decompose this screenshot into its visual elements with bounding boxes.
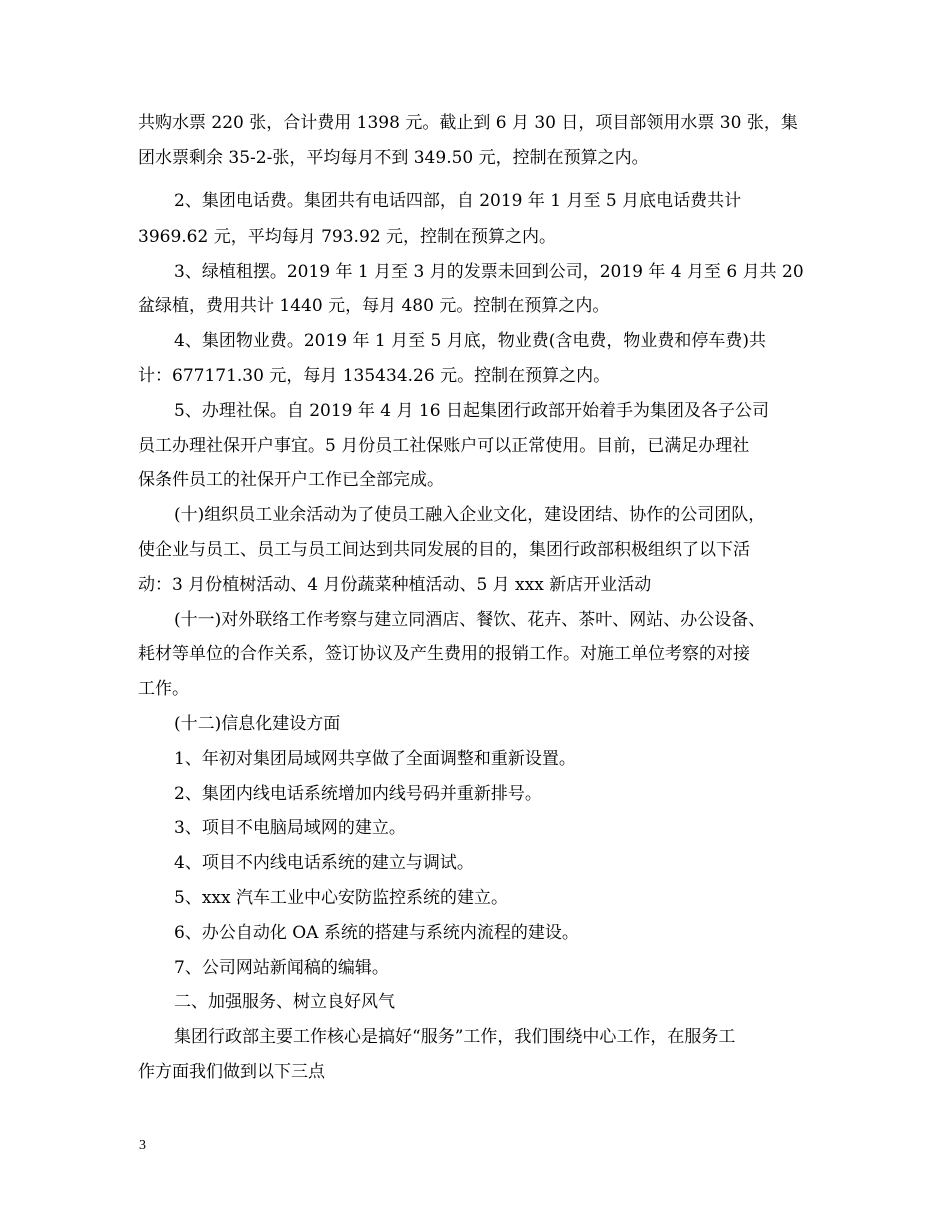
text-line: 使企业与员工、员工与员工间达到共同发展的目的，集团行政部积极组织了以下活 bbox=[138, 540, 750, 560]
section-heading: (十二)信息化建设方面 bbox=[174, 714, 341, 734]
text-line: 3969.62 元，平均每月 793.92 元，控制在预算之内。 bbox=[138, 227, 556, 247]
text-line: 员工办理社保开户事宜。5 月份员工社保账户可以正常使用。目前，已满足办理社 bbox=[138, 436, 750, 456]
page-number: 3 bbox=[139, 1138, 146, 1153]
text-line: 工作。 bbox=[138, 679, 189, 699]
text-line: 保条件员工的社保开户工作已全部完成。 bbox=[138, 470, 444, 490]
text-line: 盆绿植，费用共计 1440 元，每月 480 元。控制在预算之内。 bbox=[138, 296, 610, 316]
list-item: 2、集团内线电话系统增加内线号码并重新排号。 bbox=[174, 784, 542, 804]
list-item: 6、办公自动化 OA 系统的搭建与系统内流程的建设。 bbox=[174, 923, 579, 943]
text-line: 作方面我们做到以下三点 bbox=[138, 1062, 325, 1082]
text-line: 4、集团物业费。2019 年 1 月至 5 月底，物业费(含电费，物业费和停车费)共 bbox=[174, 331, 766, 351]
text-line: 团水票剩余 35-2-张，平均每月不到 349.50 元，控制在预算之内。 bbox=[138, 148, 649, 168]
text-line: 2、集团电话费。集团共有电话四部，自 2019 年 1 月至 5 月底电话费共计 bbox=[174, 191, 742, 211]
text-line: 共购水票 220 张，合计费用 1398 元。截止到 6 月 30 日，项目部领用水票 30 张，集 bbox=[138, 113, 798, 133]
text-line: (十一)对外联络工作考察与建立同酒店、餐饮、花卉、茶叶、网站、办公设备、 bbox=[174, 610, 766, 630]
section-heading: 二、加强服务、树立良好风气 bbox=[174, 992, 395, 1012]
text-line: 5、办理社保。自 2019 年 4 月 16 日起集团行政部开始着手为集团及各子公司 bbox=[174, 401, 769, 421]
text-line: 计：677171.30 元，每月 135434.26 元。控制在预算之内。 bbox=[138, 366, 611, 386]
list-item: 7、公司网站新闻稿的编辑。 bbox=[174, 958, 389, 978]
text-line: 3、绿植租摆。2019 年 1 月至 3 月的发票未回到公司，2019 年 4 月至 6 月共 20 bbox=[174, 262, 804, 282]
text-line: 集团行政部主要工作核心是搞好“服务”工作，我们围绕中心工作，在服务工 bbox=[174, 1027, 736, 1047]
list-item: 1、年初对集团局域网共享做了全面调整和重新设置。 bbox=[174, 749, 576, 769]
list-item: 5、xxx 汽车工业中心安防监控系统的建立。 bbox=[174, 888, 508, 908]
list-item: 4、项目不内线电话系统的建立与调试。 bbox=[174, 853, 474, 873]
list-item: 3、项目不电脑局域网的建立。 bbox=[174, 818, 406, 838]
text-line: 耗材等单位的合作关系，签订协议及产生费用的报销工作。对施工单位考察的对接 bbox=[138, 644, 750, 664]
text-line: (十)组织员工业余活动为了使员工融入企业文化，建设团结、协作的公司团队， bbox=[174, 505, 766, 525]
text-line: 动：3 月份植树活动、4 月份蔬菜种植活动、5 月 xxx 新店开业活动 bbox=[138, 575, 652, 595]
